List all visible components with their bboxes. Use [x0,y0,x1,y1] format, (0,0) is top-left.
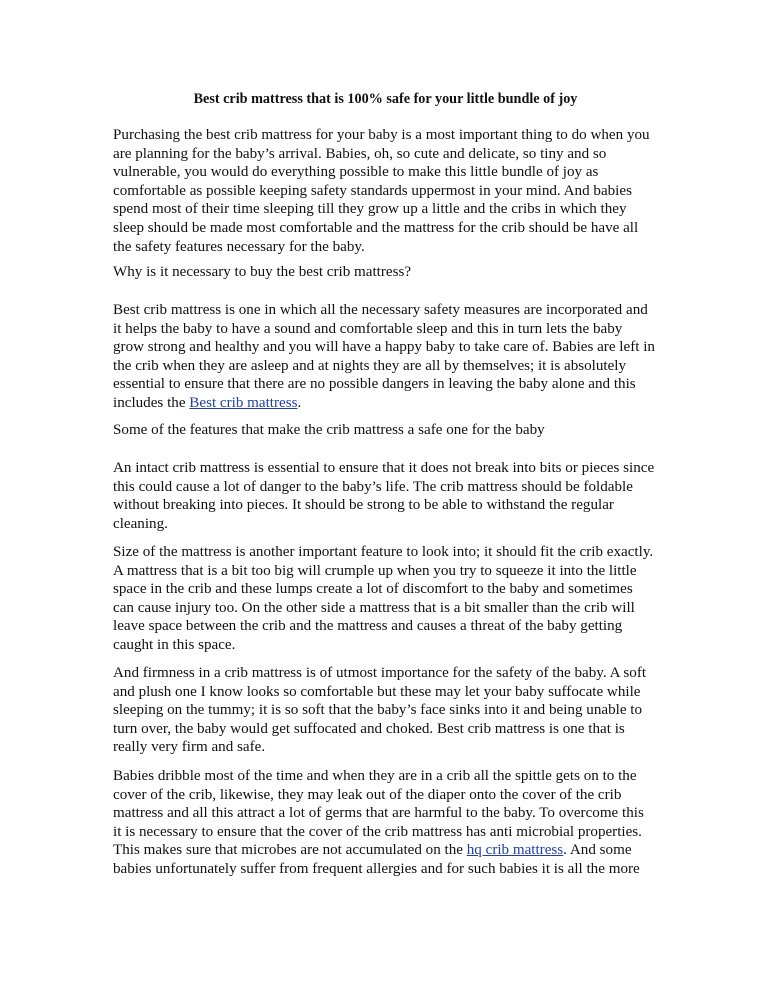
text-line: sleeping on the tummy; it is so soft that the baby’s face sinks into it and being unable to [113,702,643,719]
paragraph-firmness [113,664,658,757]
text-line: turn over, the baby would get suffocated and choked. Best crib mattress is one that is [113,720,625,737]
text-line: An intact crib mattress is essential to ensure that it does not break into bits or pieces since [113,460,655,476]
text-line: Some of the features that make the crib mattress a safe one for the baby [113,422,545,438]
paragraph-intact [113,459,658,533]
document-title: Best crib mattress that is 100% safe for your little bundle of joy [193,91,578,107]
text-line: A mattress that is a bit too big will crumple up when you try to squeeze it into the little [113,562,637,579]
text-line: really very firm and safe. [113,739,266,756]
paragraph-cover [113,767,658,879]
text-line: leave space between the crib and the mattress and causes a threat of the baby getting [113,618,623,635]
text-line: the safety features necessary for the baby. [113,238,365,255]
text-line: it helps the baby to have a sound and comfortable sleep and this in turn lets the baby [113,320,623,337]
text-fragment: . And some [563,842,632,859]
hq-crib-mattress-link[interactable]: hq crib mattress [466,842,564,859]
text-line: Babies dribble most of the time and when they are in a crib all the spittle gets on to the [113,768,637,784]
text-line: and plush one I know looks so comfortable but these may let your baby suffocate while [113,683,641,700]
text-line: caught in this space. [113,636,236,653]
text-line: Size of the mattress is another important feature to look into; it should fit the crib exactly. [113,544,654,560]
text-line: this could cause a lot of danger to the baby’s life. The crib mattress should be foldable [113,478,633,495]
text-line: sleep should be made most comfortable and the mattress for the crib should be have all [113,219,639,236]
paragraph-size [113,543,658,655]
paragraph-intro [113,126,658,256]
text-fragment: includes the [113,394,190,411]
text-line: essential to ensure that there are no possible dangers in leaving the baby alone and this [113,376,636,393]
text-line: Why is it necessary to buy the best crib mattress? [113,264,412,280]
text-line: mattress and all this attract a lot of germs that are harmful to the baby. To overcome this [113,805,644,822]
text-line [113,394,658,413]
text-line: the crib when they are asleep and at nights they are all by themselves; it is absolutely [113,357,627,374]
text-line: cleaning. [113,515,168,532]
text-line: spend most of their time sleeping till they grow up a little and the cribs in which they [113,201,627,218]
text-line: vulnerable, you would do everything possible to make this little bundle of joy as [113,164,599,181]
text-line: Purchasing the best crib mattress for your baby is a most important thing to do when you [113,127,650,143]
text-line: grow strong and healthy and you will have a happy baby to take care of. Babies are left in [113,339,655,356]
text-line: comfortable as possible keeping safety standards uppermost in your mind. And babies [113,182,632,199]
text-line: Best crib mattress is one in which all the necessary safety measures are incorporated and [113,302,648,318]
text-line: And firmness in a crib mattress is of utmost importance for the safety of the baby. A soft [113,665,647,681]
question-heading-1 [113,263,658,282]
text-line: space in the crib and these lumps create a lot of discomfort to the baby and sometimes [113,581,633,598]
text-line: babies unfortunately suffer from frequent allergies and for such babies it is all the more [113,860,640,877]
question-heading-2 [113,421,658,440]
text-line: cover of the crib, likewise, they may leak out of the diaper onto the cover of the crib [113,786,622,803]
text-line [113,841,658,860]
best-crib-mattress-link[interactable]: Best crib mattress [189,394,298,411]
text-fragment: This makes sure that microbes are not accumulated on the [113,842,467,859]
text-fragment: . [297,394,302,411]
text-line: can cause injury too. On the other side a mattress that is a bit smaller than the crib will [113,599,635,616]
text-line: are planning for the baby’s arrival. Babies, oh, so cute and delicate, so tiny and so [113,145,607,162]
paragraph-why [113,301,658,413]
text-line: without breaking into pieces. It should be strong to be able to withstand the regular [113,497,614,514]
text-line: it is necessary to ensure that the cover of the crib mattress has anti microbial properties. [113,823,642,840]
